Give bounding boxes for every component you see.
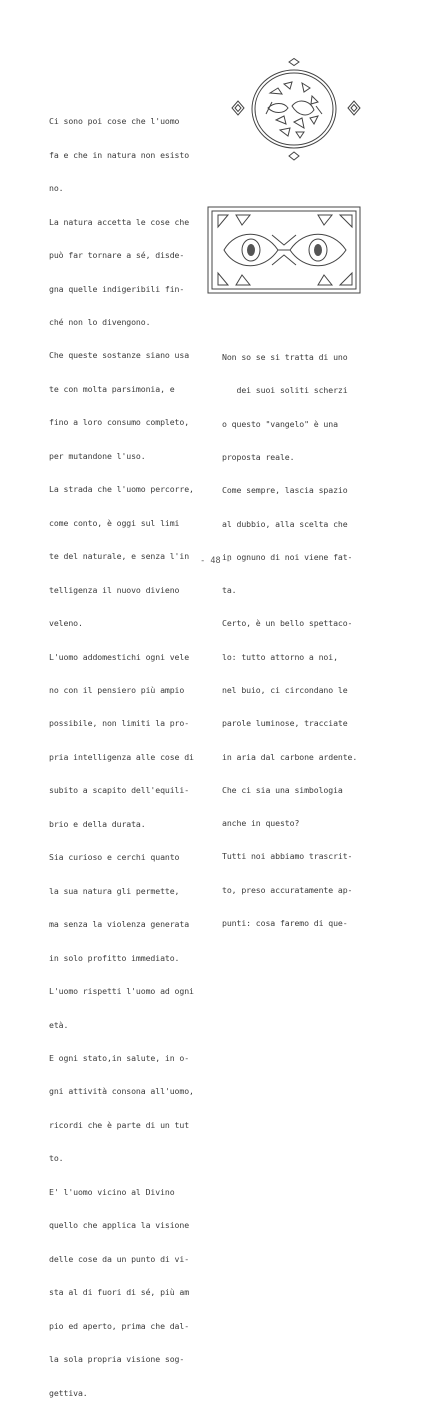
text-line: in aria dal carbone ardente. bbox=[222, 751, 358, 762]
text-line: no con il pensiero più ampio bbox=[49, 685, 185, 696]
text-line: Non so se si tratta di uno bbox=[222, 352, 348, 363]
text-line: in solo profitto immediato. bbox=[49, 952, 180, 963]
text-line: fa e che in natura non esisto bbox=[49, 149, 190, 160]
text-line: pio ed aperto, prima che dal- bbox=[49, 1320, 190, 1331]
text-line: al dubbio, alla scelta che bbox=[222, 518, 348, 529]
left-text-column bbox=[49, 94, 219, 1421]
text-line: La natura accetta le cose che bbox=[49, 216, 190, 227]
text-line: età. bbox=[49, 1019, 69, 1030]
text-line: telligenza il nuovo divieno bbox=[49, 584, 180, 595]
text-line: E' l'uomo vicino al Divino bbox=[49, 1186, 175, 1197]
rectangular-ornament-illustration bbox=[206, 205, 364, 297]
text-line: Sia curioso e cerchi quanto bbox=[49, 852, 180, 863]
text-line: L'uomo rispetti l'uomo ad ogni bbox=[49, 986, 194, 997]
text-line: to. bbox=[49, 1153, 64, 1164]
text-line: ché non lo divengono. bbox=[49, 317, 151, 328]
text-line: to, preso accuratamente ap- bbox=[222, 884, 353, 895]
text-line: punti: cosa faremo di que- bbox=[222, 917, 348, 928]
text-line: per mutandone l'uso. bbox=[49, 450, 146, 461]
text-line: anche in questo? bbox=[222, 818, 300, 829]
text-line: parole luminose, tracciate bbox=[222, 718, 348, 729]
text-line: gna quelle indigeribili fin- bbox=[49, 283, 185, 294]
text-line: come conto, è oggi sul limi bbox=[49, 517, 180, 528]
text-line: la sua natura gli permette, bbox=[49, 885, 180, 896]
text-line: Che queste sostanze siano usa bbox=[49, 350, 190, 361]
text-line: te con molta parsimonia, e bbox=[49, 383, 175, 394]
page-number: - 48 - bbox=[200, 556, 231, 566]
text-line: no. bbox=[49, 183, 64, 194]
text-line: la sola propria visione sog- bbox=[49, 1354, 185, 1365]
circular-emblem-illustration bbox=[218, 58, 378, 168]
text-line: brio e della durata. bbox=[49, 818, 146, 829]
text-line: subito a scapito dell'equili- bbox=[49, 785, 190, 796]
right-text-column bbox=[222, 330, 392, 951]
text-line: L'uomo addomestichi ogni vele bbox=[49, 651, 190, 662]
text-line: gettiva. bbox=[49, 1387, 88, 1398]
text-line: in ognuno di noi viene fat- bbox=[222, 551, 353, 562]
text-line: te del naturale, e senza l'in bbox=[49, 551, 190, 562]
text-line: quello che applica la visione bbox=[49, 1220, 190, 1231]
text-line: proposta reale. bbox=[222, 452, 295, 463]
text-line: veleno. bbox=[49, 618, 83, 629]
text-line: possibile, non limiti la pro- bbox=[49, 718, 190, 729]
text-line: Che ci sia una simbologia bbox=[222, 784, 343, 795]
text-line: gni attività consona all'uomo, bbox=[49, 1086, 194, 1097]
text-line: Tutti noi abbiamo trascrit- bbox=[222, 851, 353, 862]
text-line: pria intelligenza alle cose di bbox=[49, 751, 194, 762]
text-line: La strada che l'uomo percorre, bbox=[49, 484, 194, 495]
text-line: Ci sono poi cose che l'uomo bbox=[49, 116, 180, 127]
text-line: E ogni stato,in salute, in o- bbox=[49, 1053, 190, 1063]
text-line: ricordi che è parte di un tut bbox=[49, 1119, 190, 1130]
text-line: ta. bbox=[222, 585, 237, 596]
text-line: nel buio, ci circondano le bbox=[222, 685, 348, 695]
text-line: Come sempre, lascia spazio bbox=[222, 485, 348, 496]
text-line: Certo, è un bello spettaco- bbox=[222, 618, 353, 629]
text-line: delle cose da un punto di vi- bbox=[49, 1253, 190, 1264]
text-line: dei suoi soliti scherzi bbox=[222, 385, 348, 396]
text-line: ma senza la violenza generata bbox=[49, 919, 190, 930]
text-line: o questo "vangelo" è una bbox=[222, 418, 338, 429]
text-line: lo: tutto attorno a noi, bbox=[222, 651, 338, 662]
text-line: può far tornare a sé, disde- bbox=[49, 250, 185, 261]
text-line: fino a loro consumo completo, bbox=[49, 417, 190, 428]
text-line: sta al di fuori di sé, più am bbox=[49, 1287, 190, 1298]
